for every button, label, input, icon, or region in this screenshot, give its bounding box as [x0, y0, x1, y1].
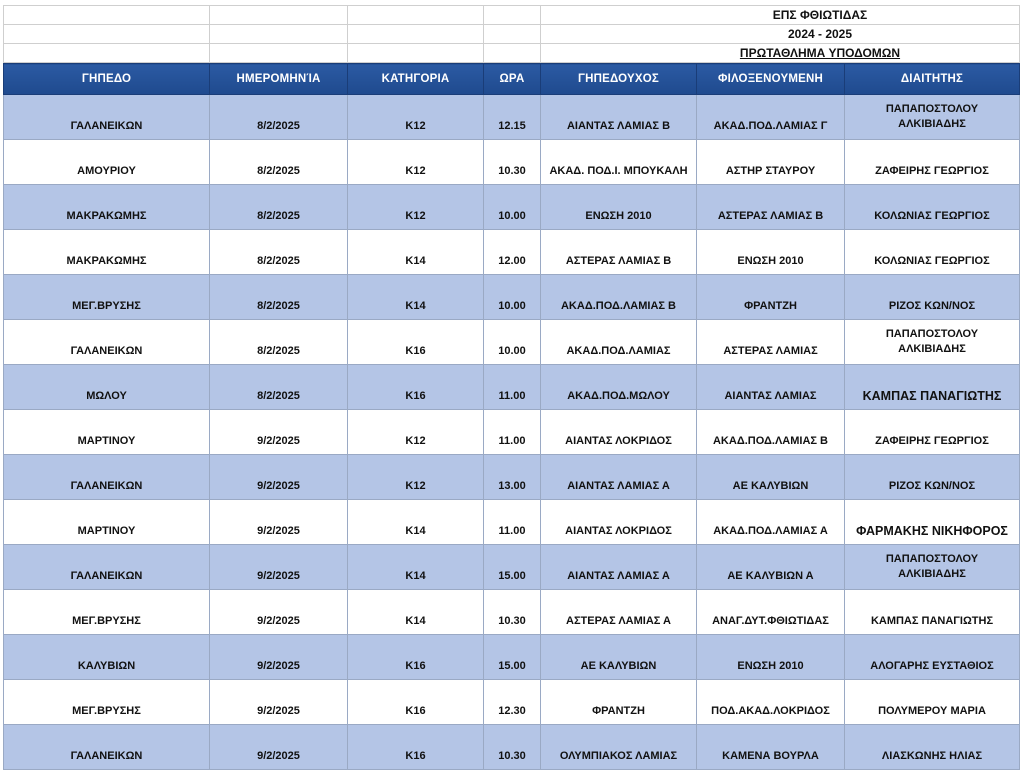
category-cell[interactable]: Κ16	[348, 635, 484, 680]
empty-cell[interactable]	[484, 6, 541, 25]
away-team-cell[interactable]: ΑΣΤΕΡΑΣ ΛΑΜΙΑΣ	[697, 320, 845, 365]
home-team-cell[interactable]: ΑΙΑΝΤΑΣ ΛΟΚΡΙΔΟΣ	[541, 500, 697, 545]
table-row	[4, 230, 1020, 275]
venue-cell[interactable]: ΜΑΡΤΙΝΟΥ	[4, 410, 210, 455]
referee-name: ΚΑΜΠΑΣ ΠΑΝΑΓΙΩΤΗΣ	[862, 389, 1002, 403]
season-title[interactable]: 2024 - 2025	[541, 25, 1020, 44]
fixtures-table	[3, 63, 1020, 770]
away-team-cell[interactable]: ΕΝΩΣΗ 2010	[697, 230, 845, 275]
home-team-cell[interactable]: ΦΡΑΝΤΖΗ	[541, 680, 697, 725]
date-cell[interactable]: 9/2/2025	[210, 455, 348, 500]
referee-cell[interactable]	[845, 590, 1020, 635]
home-team-cell[interactable]: ΑΙΑΝΤΑΣ ΛΑΜΙΑΣ Α	[541, 455, 697, 500]
referee-cell[interactable]	[845, 725, 1020, 770]
empty-cell[interactable]	[4, 25, 210, 44]
date-cell[interactable]: 8/2/2025	[210, 365, 348, 410]
col-header-venue[interactable]: ΓΗΠΕΔΟ	[4, 64, 210, 95]
referee-name: ΠΟΛΥΜΕΡΟΥ ΜΑΡΙΑ	[878, 705, 986, 717]
date-cell[interactable]: 9/2/2025	[210, 725, 348, 770]
referee-cell[interactable]	[845, 275, 1020, 320]
category-cell[interactable]: Κ12	[348, 95, 484, 140]
venue-cell[interactable]: ΓΑΛΑΝΕΙΚΩΝ	[4, 725, 210, 770]
away-team-cell[interactable]: ΚΑΜΕΝΑ ΒΟΥΡΛΑ	[697, 725, 845, 770]
category-cell[interactable]: Κ14	[348, 545, 484, 590]
referee-name: ΖΑΦΕΙΡΗΣ ΓΕΩΡΓΙΟΣ	[875, 435, 989, 447]
col-header-home[interactable]: ΓΗΠΕΔΟΥΧΟΣ	[541, 64, 697, 95]
home-team-cell[interactable]: ΑΚΑΔ.ΠΟΔ.ΜΩΛΟΥ	[541, 365, 697, 410]
referee-firstname: ΑΛΚΙΒΙΑΔΗΣ	[898, 343, 966, 355]
date-cell[interactable]: 9/2/2025	[210, 635, 348, 680]
category-cell[interactable]: Κ16	[348, 725, 484, 770]
home-team-cell[interactable]: ΑΚΑΔ.ΠΟΔ.ΛΑΜΙΑΣ	[541, 320, 697, 365]
referee-cell[interactable]	[845, 410, 1020, 455]
date-cell[interactable]: 9/2/2025	[210, 410, 348, 455]
col-header-referee[interactable]: ΔΙΑΙΤΗΤΗΣ	[845, 64, 1020, 95]
referee-name: ΖΑΦΕΙΡΗΣ ΓΕΩΡΓΙΟΣ	[875, 165, 989, 177]
empty-cell[interactable]	[348, 6, 484, 25]
home-team-cell[interactable]: ΑΕ ΚΑΛΥΒΙΩΝ	[541, 635, 697, 680]
time-cell[interactable]: 10.30	[484, 590, 541, 635]
referee-cell[interactable]	[845, 185, 1020, 230]
venue-cell[interactable]: ΓΑΛΑΝΕΙΚΩΝ	[4, 545, 210, 590]
venue-cell[interactable]: ΚΑΛΥΒΙΩΝ	[4, 635, 210, 680]
time-cell[interactable]: 11.00	[484, 500, 541, 545]
category-cell[interactable]: Κ12	[348, 455, 484, 500]
category-cell[interactable]: Κ14	[348, 230, 484, 275]
venue-cell[interactable]: ΜΑΚΡΑΚΩΜΗΣ	[4, 185, 210, 230]
table-row	[4, 545, 1020, 590]
venue-cell[interactable]: ΜΕΓ.ΒΡΥΣΗΣ	[4, 680, 210, 725]
time-cell[interactable]: 10.30	[484, 725, 541, 770]
referee-cell[interactable]	[845, 545, 1020, 590]
category-cell[interactable]: Κ16	[348, 680, 484, 725]
date-cell[interactable]: 9/2/2025	[210, 590, 348, 635]
away-team-cell[interactable]: ΑΕ ΚΑΛΥΒΙΩΝ Α	[697, 545, 845, 590]
category-cell[interactable]: Κ16	[348, 365, 484, 410]
date-cell[interactable]: 8/2/2025	[210, 185, 348, 230]
time-cell[interactable]: 10.00	[484, 320, 541, 365]
referee-name: ΚΑΜΠΑΣ ΠΑΝΑΓΙΩΤΗΣ	[870, 615, 994, 627]
table-row	[4, 320, 1020, 365]
table-row	[4, 500, 1020, 545]
date-cell[interactable]: 8/2/2025	[210, 320, 348, 365]
time-cell[interactable]: 10.00	[484, 275, 541, 320]
referee-cell[interactable]	[845, 95, 1020, 140]
header-row	[4, 64, 1020, 95]
date-cell[interactable]: 9/2/2025	[210, 680, 348, 725]
table-row	[4, 140, 1020, 185]
referee-cell[interactable]	[845, 140, 1020, 185]
time-cell[interactable]: 10.30	[484, 140, 541, 185]
home-team-cell[interactable]: ΟΛΥΜΠΙΑΚΟΣ ΛΑΜΙΑΣ	[541, 725, 697, 770]
date-cell[interactable]: 8/2/2025	[210, 230, 348, 275]
empty-cell[interactable]	[4, 6, 210, 25]
home-team-cell[interactable]: ΑΣΤΕΡΑΣ ΛΑΜΙΑΣ Α	[541, 590, 697, 635]
spreadsheet	[3, 5, 1019, 770]
home-team-cell[interactable]: ΕΝΩΣΗ 2010	[541, 185, 697, 230]
referee-cell[interactable]	[845, 230, 1020, 275]
venue-cell[interactable]: ΓΑΛΑΝΕΙΚΩΝ	[4, 455, 210, 500]
category-cell[interactable]: Κ14	[348, 500, 484, 545]
time-cell[interactable]: 13.00	[484, 455, 541, 500]
referee-name: ΡΙΖΟΣ ΚΩΝ/ΝΟΣ	[888, 300, 976, 312]
referee-cell[interactable]	[845, 680, 1020, 725]
time-cell[interactable]: 15.00	[484, 545, 541, 590]
away-team-cell[interactable]: ΑΙΑΝΤΑΣ ΛΑΜΙΑΣ	[697, 365, 845, 410]
venue-cell[interactable]: ΜΑΡΤΙΝΟΥ	[4, 500, 210, 545]
col-header-category[interactable]: ΚΑΤΗΓΟΡΙΑ	[348, 64, 484, 95]
away-team-cell[interactable]: ΑΕ ΚΑΛΥΒΙΩΝ	[697, 455, 845, 500]
category-cell[interactable]: Κ12	[348, 410, 484, 455]
empty-cell[interactable]	[210, 6, 348, 25]
table-row	[4, 635, 1020, 680]
venue-cell[interactable]: ΜΕΓ.ΒΡΥΣΗΣ	[4, 275, 210, 320]
empty-cell[interactable]	[210, 25, 348, 44]
time-cell[interactable]: 15.00	[484, 635, 541, 680]
referee-surname: ΠΑΠΑΠΟΣΤΟΛΟΥ	[885, 103, 979, 115]
table-row	[4, 365, 1020, 410]
referee-surname: ΠΑΠΑΠΟΣΤΟΛΟΥ	[885, 553, 979, 565]
home-team-cell[interactable]: ΑΚΑΔ. ΠΟΔ.Ι. ΜΠΟΥΚΑΛΗ	[541, 140, 697, 185]
date-cell[interactable]: 8/2/2025	[210, 275, 348, 320]
date-cell[interactable]: 8/2/2025	[210, 140, 348, 185]
referee-name: ΚΟΛΩΝΙΑΣ ΓΕΩΡΓΙΟΣ	[874, 210, 990, 222]
championship-title[interactable]: ΠΡΩΤΑΘΛΗΜΑ ΥΠΟΔΟΜΩΝ	[541, 44, 1020, 63]
away-team-cell[interactable]: ΑΚΑΔ.ΠΟΔ.ΛΑΜΙΑΣ Β	[697, 410, 845, 455]
date-cell[interactable]: 9/2/2025	[210, 545, 348, 590]
away-team-cell[interactable]: ΑΣΤΕΡΑΣ ΛΑΜΙΑΣ Β	[697, 185, 845, 230]
category-cell[interactable]: Κ12	[348, 185, 484, 230]
venue-cell[interactable]: ΜΕΓ.ΒΡΥΣΗΣ	[4, 590, 210, 635]
home-team-cell[interactable]: ΑΙΑΝΤΑΣ ΛΑΜΙΑΣ Β	[541, 95, 697, 140]
home-team-cell[interactable]: ΑΙΑΝΤΑΣ ΛΟΚΡΙΔΟΣ	[541, 410, 697, 455]
empty-cell[interactable]	[348, 44, 484, 63]
category-cell[interactable]: Κ14	[348, 275, 484, 320]
time-cell[interactable]: 11.00	[484, 410, 541, 455]
venue-cell[interactable]: ΓΑΛΑΝΕΙΚΩΝ	[4, 95, 210, 140]
category-cell[interactable]: Κ12	[348, 140, 484, 185]
referee-cell[interactable]	[845, 455, 1020, 500]
venue-cell[interactable]: ΑΜΟΥΡΙΟΥ	[4, 140, 210, 185]
home-team-cell[interactable]: ΑΚΑΔ.ΠΟΔ.ΛΑΜΙΑΣ Β	[541, 275, 697, 320]
date-cell[interactable]: 9/2/2025	[210, 500, 348, 545]
referee-cell[interactable]	[845, 500, 1020, 545]
referee-cell[interactable]	[845, 320, 1020, 365]
table-row	[4, 680, 1020, 725]
col-header-away[interactable]: ΦΙΛΟΞΕΝΟΥΜΕΝΗ	[697, 64, 845, 95]
time-cell[interactable]: 10.00	[484, 185, 541, 230]
away-team-cell[interactable]: ΑΝΑΓ.ΔΥΤ.ΦΘΙΩΤΙΔΑΣ	[697, 590, 845, 635]
away-team-cell[interactable]: ΠΟΔ.ΑΚΑΔ.ΛΟΚΡΙΔΟΣ	[697, 680, 845, 725]
date-cell[interactable]: 8/2/2025	[210, 95, 348, 140]
venue-cell[interactable]: ΓΑΛΑΝΕΙΚΩΝ	[4, 320, 210, 365]
time-cell[interactable]: 12.00	[484, 230, 541, 275]
table-row	[4, 275, 1020, 320]
away-team-cell[interactable]: ΑΚΑΔ.ΠΟΔ.ΛΑΜΙΑΣ Α	[697, 500, 845, 545]
table-row	[4, 410, 1020, 455]
referee-cell[interactable]	[845, 635, 1020, 680]
empty-cell[interactable]	[348, 25, 484, 44]
col-header-time[interactable]: ΩΡΑ	[484, 64, 541, 95]
referee-name: ΚΟΛΩΝΙΑΣ ΓΕΩΡΓΙΟΣ	[874, 255, 990, 267]
referee-name: ΛΙΑΣΚΩΝΗΣ ΗΛΙΑΣ	[881, 750, 983, 762]
away-team-cell[interactable]: ΑΣΤΗΡ ΣΤΑΥΡΟΥ	[697, 140, 845, 185]
title-grid	[3, 5, 1020, 63]
referee-firstname: ΑΛΚΙΒΙΑΔΗΣ	[898, 118, 966, 130]
venue-cell[interactable]: ΜΑΚΡΑΚΩΜΗΣ	[4, 230, 210, 275]
referee-name: ΡΙΖΟΣ ΚΩΝ/ΝΟΣ	[888, 480, 976, 492]
referee-name: ΑΛΟΓΑΡΗΣ ΕΥΣΤΑΘΙΟΣ	[870, 660, 994, 672]
referee-name: ΦΑΡΜΑΚΗΣ ΝΙΚΗΦΟΡΟΣ	[856, 524, 1008, 538]
home-team-cell[interactable]: ΑΙΑΝΤΑΣ ΛΑΜΙΑΣ Α	[541, 545, 697, 590]
referee-surname: ΠΑΠΑΠΟΣΤΟΛΟΥ	[885, 328, 979, 340]
home-team-cell[interactable]: ΑΣΤΕΡΑΣ ΛΑΜΙΑΣ Β	[541, 230, 697, 275]
venue-cell[interactable]: ΜΩΛΟΥ	[4, 365, 210, 410]
table-row	[4, 185, 1020, 230]
table-row	[4, 725, 1020, 770]
empty-cell[interactable]	[210, 44, 348, 63]
empty-cell[interactable]	[4, 44, 210, 63]
table-row	[4, 455, 1020, 500]
time-cell[interactable]: 12.15	[484, 95, 541, 140]
away-team-cell[interactable]: ΕΝΩΣΗ 2010	[697, 635, 845, 680]
table-row	[4, 590, 1020, 635]
federation-title[interactable]: ΕΠΣ ΦΘΙΩΤΙΔΑΣ	[541, 6, 1020, 25]
empty-cell[interactable]	[484, 44, 541, 63]
col-header-date[interactable]: ΗΜΕΡΟΜΗΝΊΑ	[210, 64, 348, 95]
empty-cell[interactable]	[484, 25, 541, 44]
time-cell[interactable]: 12.30	[484, 680, 541, 725]
referee-firstname: ΑΛΚΙΒΙΑΔΗΣ	[898, 568, 966, 580]
away-team-cell[interactable]: ΦΡΑΝΤΖΗ	[697, 275, 845, 320]
category-cell[interactable]: Κ14	[348, 590, 484, 635]
category-cell[interactable]: Κ16	[348, 320, 484, 365]
table-row	[4, 95, 1020, 140]
referee-cell[interactable]	[845, 365, 1020, 410]
time-cell[interactable]: 11.00	[484, 365, 541, 410]
away-team-cell[interactable]: ΑΚΑΔ.ΠΟΔ.ΛΑΜΙΑΣ Γ	[697, 95, 845, 140]
